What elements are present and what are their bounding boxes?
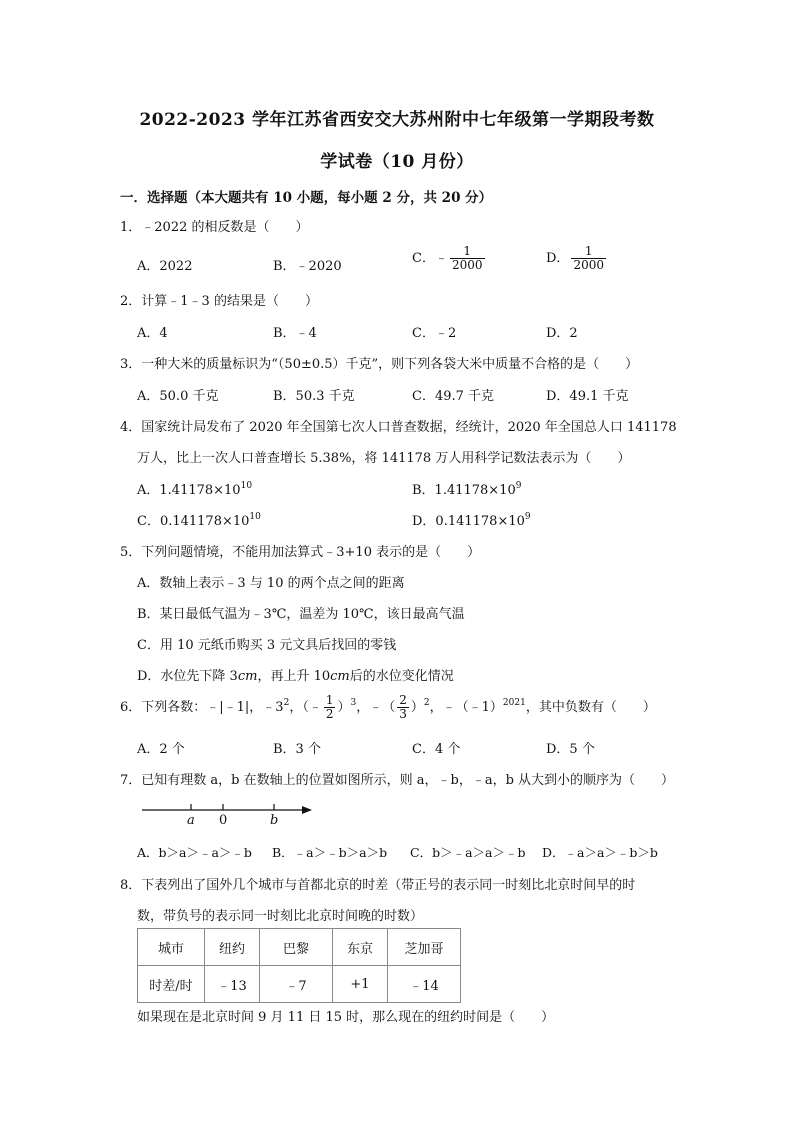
q7-option-b: B．﹣a＞﹣b＞a＞b bbox=[272, 845, 388, 860]
q1-d-fraction: $\frac{1}{2000}$ bbox=[573, 244, 604, 273]
table-cell: 城市 bbox=[138, 929, 205, 966]
q5-stem: 5．下列问题情境，不能用加法算式﹣3+10 表示的是（ ） bbox=[120, 545, 481, 560]
q7-option-c: C．b＞﹣a＞a＞﹣b bbox=[410, 845, 526, 860]
q1-option-a: A．2022 bbox=[137, 259, 193, 274]
q6-fraction-1: $\frac{1}{2}$ bbox=[325, 693, 334, 722]
q7-option-d: D．﹣a＞a＞﹣b＞b bbox=[542, 845, 658, 860]
number-line-label-0: 0 bbox=[219, 813, 228, 828]
q5-option-c: C．用 10 元纸币购买 3 元文具后找回的零钱 bbox=[137, 638, 397, 653]
q7-stem: 7．已知有理数 a，b 在数轴上的位置如图所示，则 a，﹣b，﹣a，b 从大到小的顺序为（ ） bbox=[120, 773, 675, 788]
q5-option-b: B．某日最低气温为﹣3℃，温差为 10℃，该日最高气温 bbox=[137, 607, 465, 622]
table-cell: ﹣14 bbox=[388, 966, 461, 1003]
table-cell: 东京 bbox=[333, 929, 388, 966]
q6-option-d: D．5 个 bbox=[546, 742, 595, 757]
q8-stem-line1: 8．下表列出了国外几个城市与首都北京的时差（带正号的表示同一时刻比北京时间早的时 bbox=[120, 878, 636, 893]
q5-option-d: D．水位先下降 3cm，再上升 10cm后的水位变化情况 bbox=[137, 669, 454, 684]
number-line-label-b: b bbox=[270, 813, 279, 828]
q3-option-a: A．50.0 千克 bbox=[137, 389, 219, 404]
q4-option-d: D．$0.141178\times 10^9$ bbox=[412, 512, 531, 529]
table-cell: 芝加哥 bbox=[388, 929, 461, 966]
q3-option-c: C．49.7 千克 bbox=[412, 389, 495, 404]
number-line-figure bbox=[140, 798, 320, 830]
q1-c-fraction: $\frac{1}{2000}$ bbox=[451, 244, 483, 273]
q6-fraction-2: $\frac{2}{3}$ bbox=[399, 693, 407, 722]
q4-stem-line2: 万人，比上一次人口普查增长 5.38%，将 141178 万人用科学记数法表示为（ ） bbox=[137, 451, 631, 466]
section-heading: 一．选择题（本大题共有 10 小题，每小题 2 分，共 20 分） bbox=[120, 190, 493, 206]
q6-stem: 6．下列各数：﹣|﹣1|，$﹣3^2$，（﹣ $\frac{1}{2}$ ）$^3$，﹣（ $\frac{2}{3}$ ）$^2$，﹣（﹣1）$^{2021}$，其中负数有（ ） bbox=[120, 693, 656, 722]
q6-option-a: A．2 个 bbox=[137, 742, 185, 757]
table-cell: 纽约 bbox=[205, 929, 260, 966]
q1-option-d: D． $\frac{1}{2000}$ bbox=[546, 244, 604, 273]
q3-option-b: B．50.3 千克 bbox=[273, 389, 355, 404]
q4-option-a: A．$1.41178\times 10^{10}$ bbox=[137, 481, 253, 498]
q6-option-c: C．4 个 bbox=[412, 742, 461, 757]
exam-title-line2: 学试卷（10 月份） bbox=[320, 152, 474, 172]
table-cell: 时差/时 bbox=[138, 966, 205, 1003]
q1-option-b: B．﹣2020 bbox=[273, 259, 342, 274]
q2-option-c: C．﹣2 bbox=[412, 326, 457, 341]
table-row bbox=[138, 966, 461, 1003]
q6-option-b: B．3 个 bbox=[273, 742, 321, 757]
q4-stem-line1: 4．国家统计局发布了 2020 年全国第七次人口普查数据，经统计，2020 年全国总人口 141178 bbox=[120, 420, 677, 435]
q1-stem: 1．﹣2022 的相反数是（ ） bbox=[120, 220, 309, 235]
q5-option-a: A．数轴上表示﹣3 与 10 的两个点之间的距离 bbox=[137, 576, 405, 591]
q3-stem: 3．一种大米的质量标识为“（50±0.5）千克”，则下列各袋大米中质量不合格的是（ ） bbox=[120, 357, 639, 372]
number-line-label-a: a bbox=[187, 813, 195, 828]
q4-option-b: B．$1.41178\times 10^9$ bbox=[412, 481, 522, 498]
q4-option-c: C．$0.141178\times 10^{10}$ bbox=[137, 512, 261, 529]
table-cell: ﹣7 bbox=[260, 966, 333, 1003]
q8-question: 如果现在是北京时间 9 月 11 日 15 时，那么现在的纽约时间是（ ） bbox=[137, 1010, 555, 1025]
table-cell: 巴黎 bbox=[260, 929, 333, 966]
q2-stem: 2．计算﹣1﹣3 的结果是（ ） bbox=[120, 294, 318, 309]
table-header-row bbox=[138, 929, 461, 966]
q3-option-d: D．49.1 千克 bbox=[546, 389, 629, 404]
table-cell: ﹣13 bbox=[205, 966, 260, 1003]
number-line-arrow-icon bbox=[302, 806, 312, 814]
q7-option-a: A．b＞a＞﹣a＞﹣b bbox=[137, 845, 252, 860]
q2-option-b: B．﹣4 bbox=[273, 326, 317, 341]
exam-title-line1: 2022-2023 学年江苏省西安交大苏州附中七年级第一学期段考数 bbox=[139, 110, 655, 130]
time-difference-table bbox=[137, 928, 461, 1003]
q8-stem-line2: 数，带负号的表示同一时刻比北京时间晚的时数） bbox=[137, 909, 424, 924]
q2-option-d: D．2 bbox=[546, 326, 578, 341]
q1-option-c: C．﹣ $\frac{1}{2000}$ bbox=[412, 244, 483, 273]
q2-option-a: A．4 bbox=[137, 326, 168, 341]
table-cell: +1 bbox=[333, 966, 388, 1003]
